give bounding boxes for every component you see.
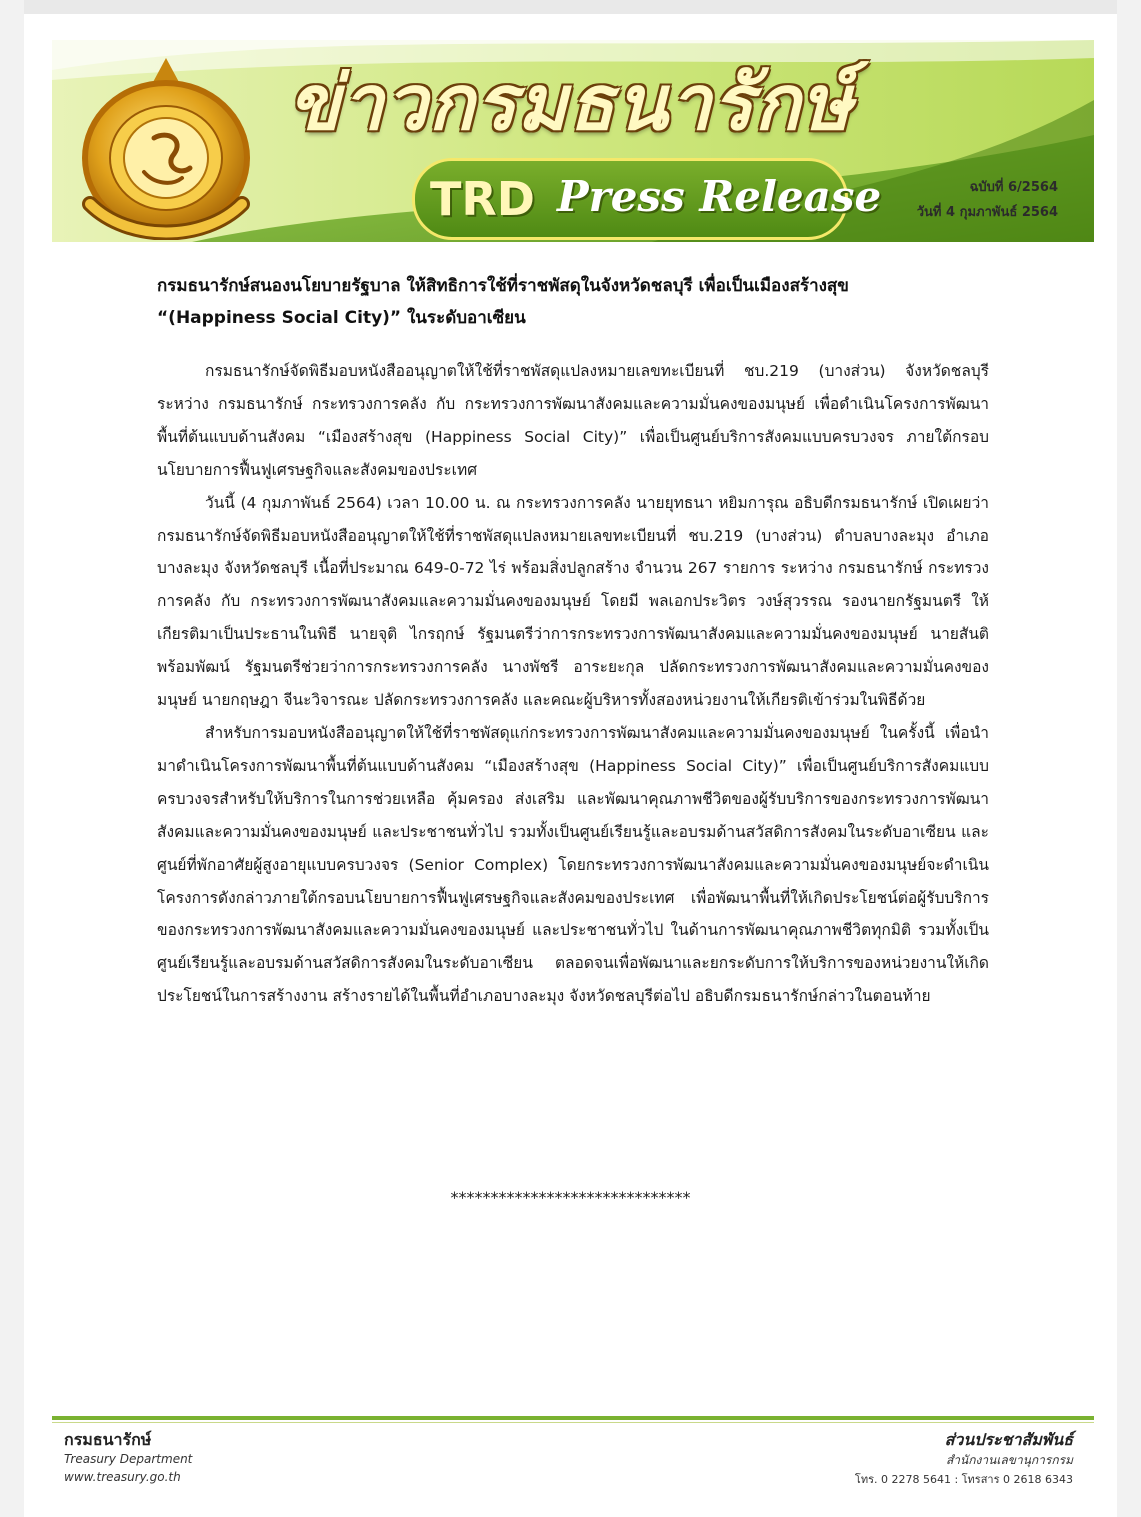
article-body: [157, 355, 989, 1013]
footer-pr-section: ส่วนประชาสัมพันธ์: [944, 1430, 1073, 1449]
headline-line-2: “(Happiness Social City)” ในระดับอาเซียน: [157, 308, 526, 328]
issue-number: ฉบับที่ 6/2564: [969, 180, 1058, 195]
page-edge-right: [1117, 0, 1141, 1517]
article-headline: [157, 270, 997, 334]
footer-department-english: Treasury Department: [64, 1452, 193, 1466]
footer-divider-thin: [52, 1422, 1094, 1423]
article-end-separator: ******************************: [450, 1188, 691, 1207]
treasury-seal-icon: [68, 54, 264, 240]
paragraph-3: สำหรับการมอบหนังสืออนุญาตให้ใช้ที่ราชพัสดุแก่กระทรวงการพัฒนาสังคมและความมั่นคงของมนุษย์ ในครั้งนี้ เพื่อนำมาดำเนินโครงการพัฒนาพื้นที่ต้นแบบด้านสังคม “เมืองสร้างสุข (Happiness Social City)” เพื่อเป็นศูนย์บริการสังคมแบบครบวงจรสำหรับให้บริการในการช่วยเหลือ คุ้มครอง ส่งเสริม และพัฒนาคุณภาพชีวิตของผู้รับบริการของกระทรวงการพัฒนาสังคมและความมั่นคงของมนุษย์ และประชาชนทั่วไป รวมทั้งเป็นศูนย์เรียนรู้และอบรมด้านสวัสดิการสังคมในระดับอาเซียน และศูนย์ที่พักอาศัยผู้สูงอายุแบบครบวงจร (Senior Complex) โดยกระทรวงการพัฒนาสังคมและความมั่นคงของมนุษย์จะดำเนินโครงการดังกล่าวภายใต้กรอบนโยบายการฟื้นฟูเศรษฐกิจและสังคมของประเทศ เพื่อพัฒนาพื้นที่ให้เกิดประโยชน์ต่อผู้รับบริการของกระทรวงการพัฒนาสังคมและความมั่นคงของมนุษย์ และประชาชนทั่วไป ในด้านการพัฒนาคุณภาพชีวิตทุกมิติ รวมทั้งเป็นศูนย์เรียนรู้และอบรมด้านสวัสดิการสังคมในระดับอาเซียน ตลอดจนเพื่อพัฒนาและยกระดับการให้บริการของหน่วยงานให้เกิดประโยชน์ในการสร้างงาน สร้างรายได้ในพื้นที่อำเภอบางละมุง จังหวัดชลบุรีต่อไป อธิบดีกรมธนารักษ์กล่าวในตอนท้าย: [157, 723, 989, 1006]
press-release-banner: [52, 40, 1094, 242]
issue-date: วันที่ 4 กุมภาพันธ์ 2564: [916, 205, 1058, 220]
footer-pr-contact: โทร. 0 2278 5641 : โทรสาร 0 2618 6343: [854, 1473, 1073, 1486]
footer-pr-office: สำนักงานเลขานุการกรม: [945, 1453, 1073, 1467]
page-edge-left: [0, 0, 24, 1517]
footer-divider: [52, 1416, 1094, 1420]
banner-press-release-label: Press Release: [557, 172, 882, 221]
footer-website-link[interactable]: www.treasury.go.th: [64, 1470, 181, 1484]
headline-line-1: กรมธนารักษ์สนองนโยบายรัฐบาล ให้สิทธิการใช้ที่ราชพัสดุในจังหวัดชลบุรี เพื่อเป็นเมืองสร้างสุข: [157, 276, 849, 296]
paragraph-1: กรมธนารักษ์จัดพิธีมอบหนังสืออนุญาตให้ใช้ที่ราชพัสดุแปลงหมายเลขทะเบียนที่ ชบ.219 (บางส่วน) จังหวัดชลบุรี ระหว่าง กรมธนารักษ์ กระทรวงการคลัง กับ กระทรวงการพัฒนาสังคมและความมั่นคงของมนุษย์ เพื่อดำเนินโครงการพัฒนาพื้นที่ต้นแบบด้านสังคม “เมืองสร้างสุข (Happiness Social City)” เพื่อเป็นศูนย์บริการสังคมแบบครบวงจร ภายใต้กรอบนโยบายการฟื้นฟูเศรษฐกิจและสังคมของประเทศ: [157, 362, 989, 479]
paragraph-2: วันนี้ (4 กุมภาพันธ์ 2564) เวลา 10.00 น. ณ กระทรวงการคลัง นายยุทธนา หยิมการุณ อธิบดีกรมธนารักษ์ เปิดเผยว่ากรมธนารักษ์จัดพิธีมอบหนังสืออนุญาตให้ใช้ที่ราชพัสดุแปลงหมายเลขทะเบียนที่ ชบ.219 (บางส่วน) ตำบลบางละมุง อำเภอบางละมุง จังหวัดชลบุรี เนื้อที่ประมาณ 649-0-72 ไร่ พร้อมสิ่งปลูกสร้าง จำนวน 267 รายการ ระหว่าง กรมธนารักษ์ กระทรวงการคลัง กับ กระทรวงการพัฒนาสังคมและความมั่นคงของมนุษย์ โดยมี พลเอกประวิตร วงษ์สุวรรณ รองนายกรัฐมนตรี ให้เกียรติมาเป็นประธานในพิธี นายจุติ ไกรฤกษ์ รัฐมนตรีว่าการกระทรวงการพัฒนาสังคมและความมั่นคงของมนุษย์ นายสันติ พร้อมพัฒน์ รัฐมนตรีช่วยว่าการกระทรวงการคลัง นางพัชรี อาระยะกุล ปลัดกระทรวงการพัฒนาสังคมและความมั่นคงของมนุษย์ นายกฤษฎา จีนะวิจารณะ ปลัดกระทรวงการคลัง และคณะผู้บริหารทั้งสองหน่วยงานให้เกียรติเข้าร่วมในพิธีด้วย: [157, 493, 989, 710]
banner-trd-label: TRD: [430, 172, 535, 226]
footer-department-thai: กรมธนารักษ์: [64, 1430, 152, 1449]
banner-title-thai: ข่าวกรมธนารักษ์: [288, 58, 853, 147]
page-edge-top: [0, 0, 1141, 14]
